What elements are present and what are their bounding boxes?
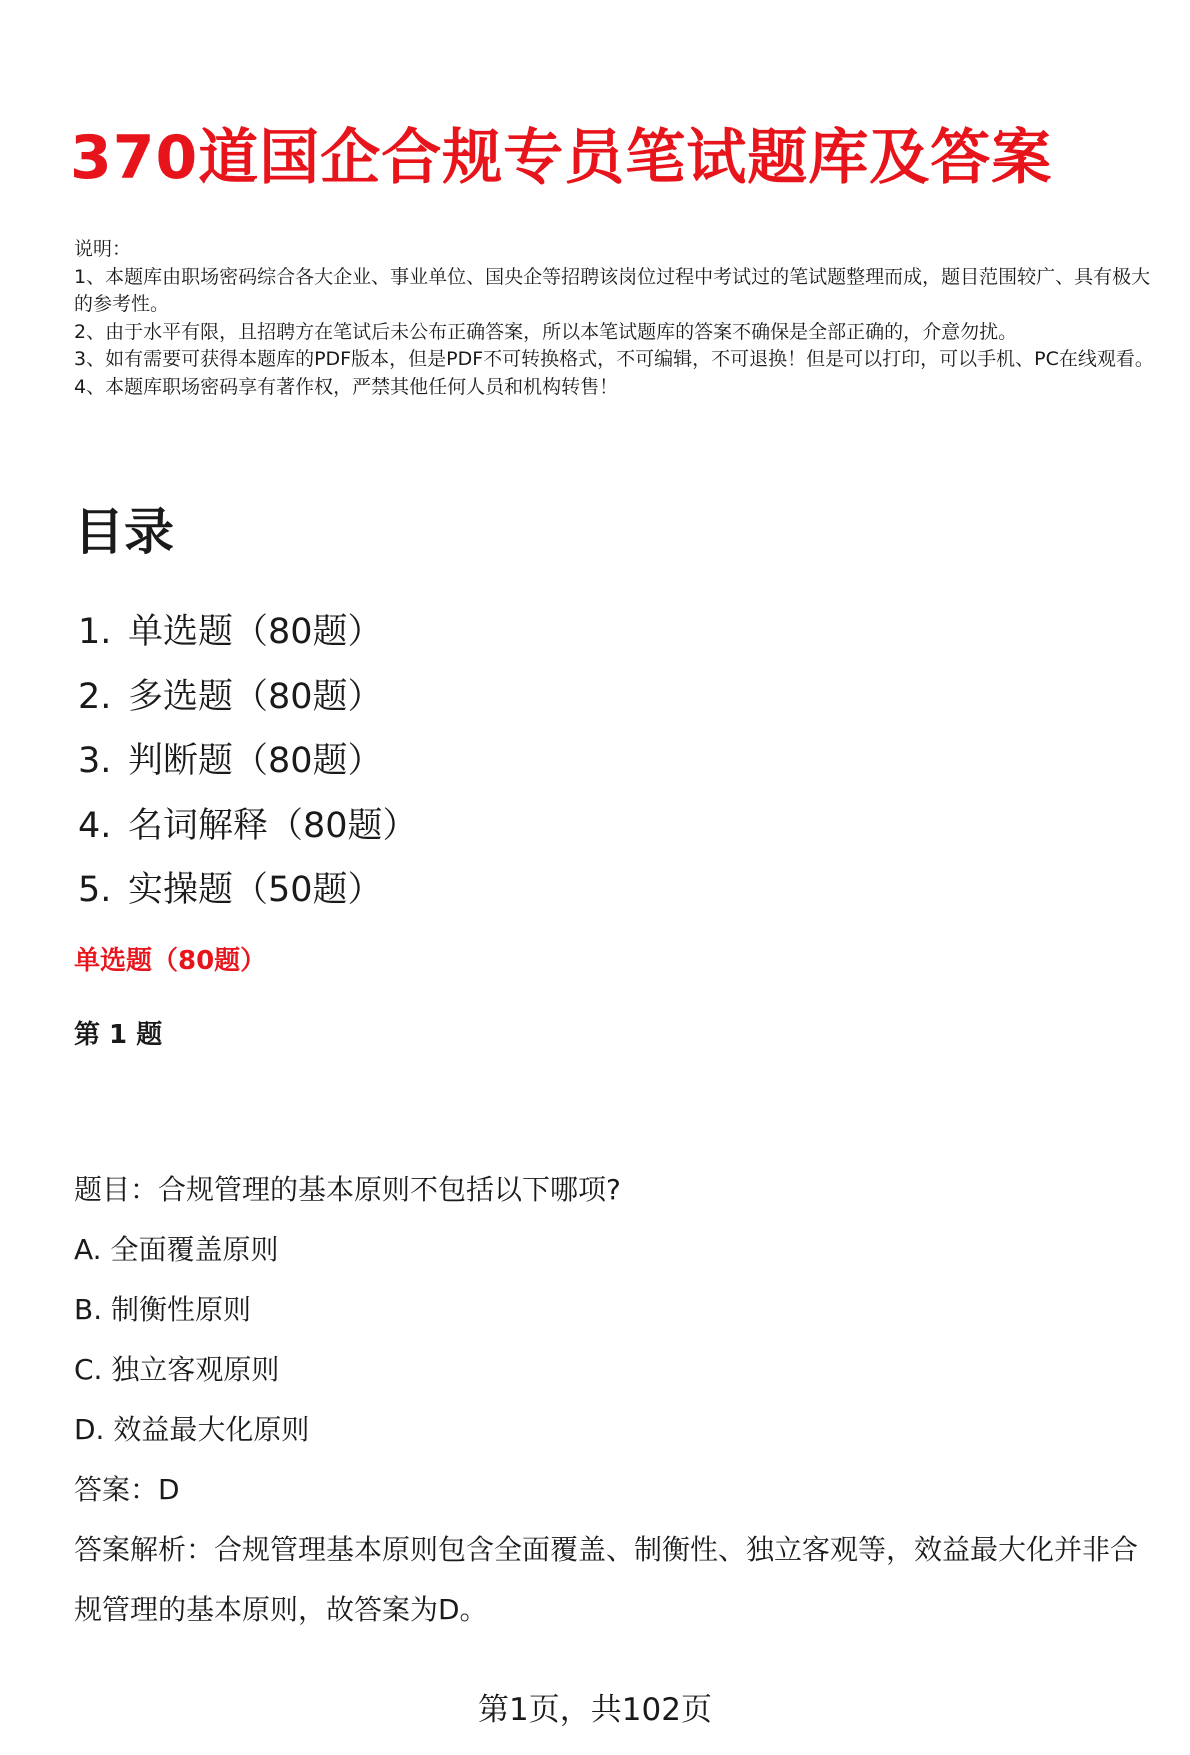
option-d: D. 效益最大化原则 (74, 1413, 310, 1446)
toc-item-label: 多选题（80题） (128, 676, 383, 717)
toc-list (78, 600, 418, 923)
toc-item-label: 判断题（80题） (128, 741, 383, 781)
answer-explanation: 答案解析：合规管理基本原则包含全面覆盖、制衡性、独立客观等，效益最大化并非合规管理的基本原则，故答案为D。 (74, 1533, 1139, 1626)
toc-item[interactable] (78, 729, 418, 794)
toc-item[interactable] (78, 665, 418, 730)
option-c: C. 独立客观原则 (74, 1353, 280, 1386)
document-title: 370道国企合规专员笔试题库及答案 (70, 123, 1053, 193)
question-number: 第 1 题 (74, 1020, 163, 1050)
toc-item-label: 单选题（80题） (128, 612, 383, 652)
toc-item-number: 4. (78, 805, 112, 846)
note-item: 1、本题库由职场密码综合各大企业、事业单位、国央企等招聘该岗位过程中考试过的笔试题整理而成，题目范围较广、具有极大的参考性。 (74, 265, 1151, 315)
note-item: 4、本题库职场密码享有著作权，严禁其他任何人员和机构转售！ (74, 375, 619, 398)
toc-item-number: 2. (78, 676, 112, 717)
question-block (74, 1160, 1164, 1640)
toc-item-label: 实操题（50题） (128, 870, 383, 910)
toc-item-label: 名词解释（80题） (128, 805, 418, 846)
toc-item[interactable] (78, 600, 418, 665)
toc-heading: 目录 (74, 503, 174, 561)
page-footer: 第1页，共102页 (478, 1692, 712, 1728)
toc-item[interactable] (78, 858, 418, 923)
note-item: 2、由于水平有限，且招聘方在笔试后未公布正确答案，所以本笔试题库的答案不确保是全部正确的，介意勿扰。 (74, 320, 1018, 343)
toc-item-number: 5. (78, 870, 112, 910)
question-text: 题目：合规管理的基本原则不包括以下哪项? (74, 1173, 621, 1206)
toc-item-number: 1. (78, 612, 112, 652)
toc-item-number: 3. (78, 741, 112, 781)
notes-block (74, 236, 1154, 401)
toc-item[interactable] (78, 794, 418, 859)
section-heading: 单选题（80题） (74, 946, 267, 976)
note-item: 3、如有需要可获得本题库的PDF版本，但是PDF不可转换格式，不可编辑，不可退换！但是可以打印，可以手机、PC在线观看。 (74, 348, 1154, 370)
option-b: B. 制衡性原则 (74, 1293, 252, 1326)
notes-heading: 说明： (74, 238, 132, 260)
option-a: A. 全面覆盖原则 (74, 1233, 279, 1266)
answer-text: 答案：D (74, 1473, 180, 1506)
